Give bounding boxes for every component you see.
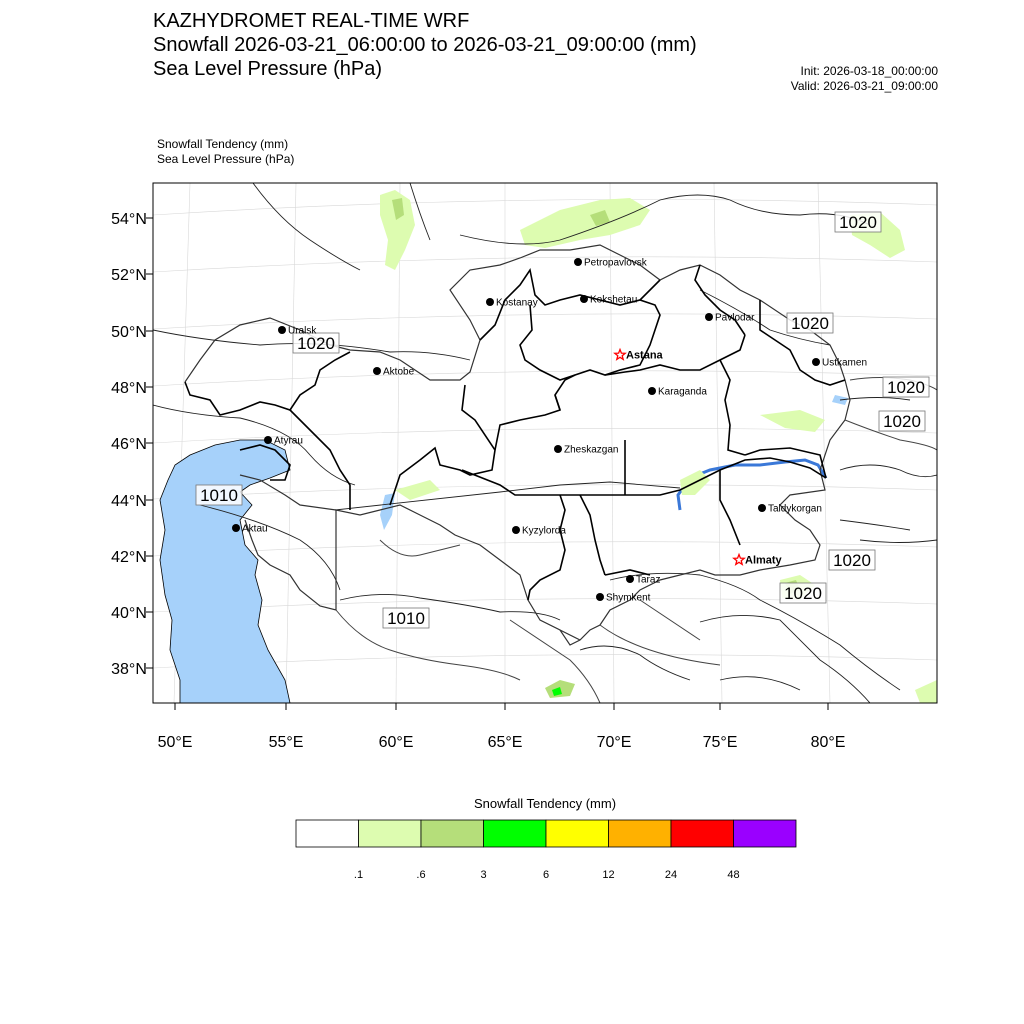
- snowfall-areas: [380, 190, 937, 703]
- colorbar-swatch: [671, 820, 734, 847]
- lat-tick-label: 42°N: [111, 549, 147, 566]
- city-label: Pavlodar: [715, 312, 755, 324]
- lon-tick-label: 55°E: [268, 734, 304, 751]
- isobar-label: 1020: [297, 334, 335, 353]
- isobar-label: 1020: [839, 213, 877, 232]
- colorbar-tick-label: 3: [480, 869, 487, 881]
- colorbar-tick-label: 6: [542, 869, 550, 881]
- city-label: Shymkent: [606, 592, 651, 604]
- lon-tick-label: 80°E: [810, 734, 846, 751]
- isobar-label: 1010: [200, 486, 238, 505]
- colorbar-tick-label: 24: [664, 869, 678, 881]
- lat-tick-label: 54°N: [111, 211, 147, 228]
- lat-tick-label: 38°N: [111, 661, 147, 678]
- lat-tick-label: 50°N: [111, 324, 147, 341]
- colorbar-swatch: [734, 820, 797, 847]
- isobar-label: 1020: [784, 584, 822, 603]
- valid-time: Valid: 2026-03-21_09:00:00: [790, 79, 938, 93]
- city-dot: [373, 367, 381, 375]
- city-dot: [758, 504, 766, 512]
- colorbar-tick-label: 48: [727, 869, 740, 881]
- city-dot: [512, 526, 520, 534]
- city-dot: [626, 575, 634, 583]
- longitude-axis: [158, 703, 846, 751]
- lon-tick-label: 70°E: [596, 734, 632, 751]
- city-label: Petropavlovsk: [584, 257, 647, 269]
- city-label: Aktau: [242, 523, 268, 535]
- city-dot: [278, 326, 286, 334]
- capital-star-icon: [615, 350, 625, 360]
- latitude-axis: [111, 211, 153, 678]
- colorbar-swatch: [546, 820, 609, 847]
- city-label: Kokshetau: [590, 294, 638, 306]
- lon-tick-label: 75°E: [702, 734, 738, 751]
- city-label: Uralsk: [288, 325, 317, 337]
- city-markers: [232, 258, 867, 604]
- city-dot: [580, 295, 588, 303]
- lat-tick-label: 40°N: [111, 605, 147, 622]
- lat-tick-label: 44°N: [111, 493, 147, 510]
- colorbar-swatch: [609, 820, 672, 847]
- city-dot: [596, 593, 604, 601]
- capital-star-icon: [734, 555, 744, 565]
- city-dot: [232, 524, 240, 532]
- city-label: Zheskazgan: [564, 444, 619, 456]
- colorbar-tick-label: .6: [416, 869, 426, 881]
- lon-tick-label: 65°E: [487, 734, 523, 751]
- lon-tick-label: 60°E: [378, 734, 414, 751]
- chart-subtitle-pressure: Sea Level Pressure (hPa): [153, 58, 383, 80]
- lat-tick-label: 52°N: [111, 267, 147, 284]
- field-pressure: Sea Level Pressure (hPa): [157, 152, 295, 166]
- neighbor-borders: [336, 378, 937, 704]
- city-label: Taraz: [636, 574, 661, 586]
- colorbar-swatch: [484, 820, 547, 847]
- city-dot: [705, 313, 713, 321]
- city-label: Kostanay: [496, 297, 538, 309]
- city-label: Taldykorgan: [768, 503, 822, 515]
- city-dot: [648, 387, 656, 395]
- city-label: Aktobe: [383, 366, 415, 378]
- isobar-label: 1020: [791, 314, 829, 333]
- colorbar-title: Snowfall Tendency (mm): [473, 796, 617, 811]
- city-label: Karaganda: [658, 386, 707, 398]
- city-label: Atyrau: [274, 435, 303, 447]
- colorbar-swatch: [421, 820, 484, 847]
- field-snowfall: Snowfall Tendency (mm): [157, 137, 289, 151]
- lon-tick-label: 50°E: [157, 734, 193, 751]
- city-label: Kyzylorda: [522, 525, 566, 537]
- chart-title: KAZHYDROMET REAL-TIME WRF: [153, 10, 470, 32]
- city-dot: [574, 258, 582, 266]
- city-dot: [812, 358, 820, 366]
- city-dot: [486, 298, 494, 306]
- lat-tick-label: 48°N: [111, 380, 147, 397]
- city-label: Almaty: [745, 554, 782, 567]
- city-label: Astana: [626, 349, 663, 362]
- colorbar-tick-label: 12: [602, 869, 615, 881]
- isobar-label: 1010: [387, 609, 425, 628]
- lat-tick-label: 46°N: [111, 436, 147, 453]
- city-dot: [554, 445, 562, 453]
- colorbar: [296, 820, 796, 881]
- colorbar-tick-label: .1: [353, 869, 364, 881]
- colorbar-swatch: [359, 820, 422, 847]
- isobar-label: 1020: [883, 412, 921, 431]
- chart-subtitle-snowfall: Snowfall 2026-03-21_06:00:00 to 2026-03-21_09:00:00 (mm): [153, 34, 697, 56]
- city-label: Ustkamen: [822, 357, 868, 369]
- city-dot: [264, 436, 272, 444]
- colorbar-swatch: [296, 820, 359, 847]
- isobar-label: 1020: [887, 378, 925, 397]
- init-time: Init: 2026-03-18_00:00:00: [800, 64, 938, 78]
- isobar-label: 1020: [833, 551, 871, 570]
